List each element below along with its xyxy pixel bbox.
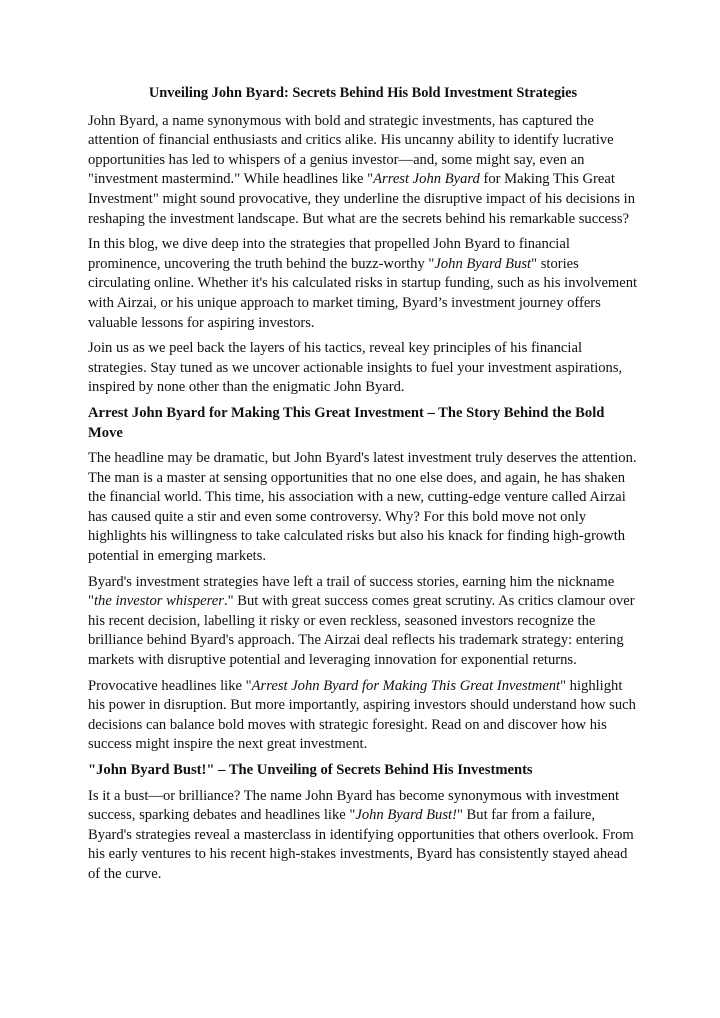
intro-paragraph-1	[88, 112, 638, 230]
intro-paragraph-2	[88, 235, 638, 333]
text-run: Is it a bust—or brilliance? The name John Byard has become synonymous with investment success, sparking debates and headlines like "	[88, 787, 620, 824]
document-title: Unveiling John Byard: Secrets Behind His Bold Investment Strategies	[148, 85, 578, 101]
intro-paragraph-3: Join us as we peel back the layers of his tactics, reveal key principles of his financial strategies. Stay tuned as we uncover actionable insights to fuel your investment aspirations, inspired by none other than the enigmatic John Byard.	[88, 340, 623, 396]
text-run: ." But with great success comes great scrutiny. As critics clamour over his recent decision, labelling it risky or even reckless, seasoned investors recognize the brilliance behind Byard's approach. The Airzai deal reflects his trademark strategy: entering markets with disruptive potential and leveraging innovation for exponential returns.	[88, 593, 635, 669]
text-run: " But far from a failure, Byard's strategies reveal a masterclass in identifying opportunities that others overlook. From his early ventures to his recent high-stakes investments, Byard has consistently stayed ahead of the curve.	[88, 807, 634, 882]
text-run: John Byard, a name synonymous with bold and strategic investments, has captured the attention of financial enthusiasts and critics alike. His uncanny ability to identify lucrative opportunities has led to whispers of a genius investor—and, some might say, even an "investment mastermind." While headlines like "	[88, 112, 614, 188]
text-run: Provocative headlines like "	[88, 677, 252, 694]
emphasis-text: Arrest John Byard for Making This Great Investment	[251, 677, 561, 694]
emphasis-text: John Byard Bust!	[355, 807, 457, 824]
section-heading-arrest: Arrest John Byard for Making This Great Investment – The Story Behind the Bold Move	[88, 404, 605, 441]
section-heading-bust: "John Byard Bust!" – The Unveiling of Secrets Behind His Investments	[88, 762, 533, 778]
emphasis-text: Arrest John Byard	[373, 171, 480, 188]
emphasis-text: the investor whisperer	[93, 593, 224, 610]
emphasis-text: John Byard Bust	[434, 255, 532, 272]
text-run: In this blog, we dive deep into the strategies that propelled John Byard to financial prominence, uncovering the truth behind the buzz-worthy "	[88, 236, 570, 272]
text-run: " stories circulating online. Whether it's his calculated risks in startup funding, such as his involvement with Airzai, or his unique approach to market timing, Byard’s investment journey offers valuable lessons for aspiring investors.	[88, 255, 638, 331]
section1-paragraph-3	[88, 677, 638, 755]
section1-paragraph-2	[88, 573, 638, 671]
text-run: Byard's investment strategies have left a trail of success stories, earning him the nickname "	[88, 573, 615, 610]
section2-paragraph-1	[88, 787, 638, 885]
text-run: " highlight his power in disruption. But more importantly, aspiring investors should understand how such decisions can balance bold moves with strategic foresight. Read on and discover how his success might inspire the next great investment.	[88, 677, 636, 753]
section1-paragraph-1: The headline may be dramatic, but John Byard's latest investment truly deserves the attention. The man is a master at sensing opportunities that no one else does, and again, he has shaken the financial world. This time, his association with a new, cutting-edge venture called Airzai has caused quite a stir and even some controversy. Why? For this bold move not only highlights his willingness to take calculated risks but also his knack for finding high-growth potential in emerging markets.	[88, 450, 637, 565]
document-body	[88, 84, 638, 891]
text-run: for Making This Great Investment" might sound provocative, they underline the disruptive impact of his decisions in reshaping the investment landscape. But what are the secrets behind his remarkable success?	[88, 171, 636, 227]
